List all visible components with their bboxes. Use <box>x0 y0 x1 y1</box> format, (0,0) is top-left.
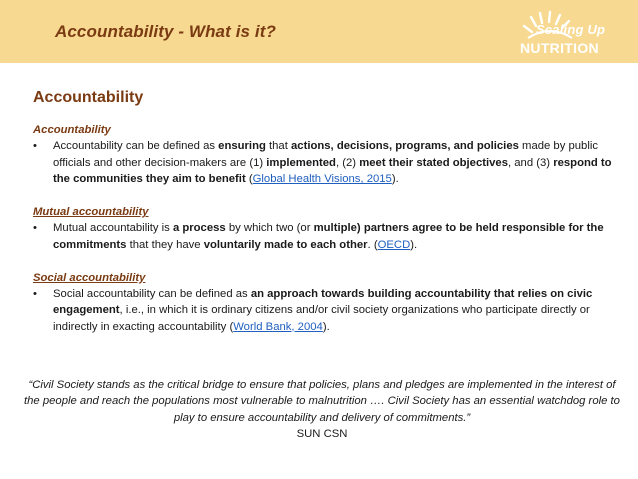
definition-bullet <box>33 286 625 335</box>
logo-text-scaling-up: Scaling Up <box>536 22 606 37</box>
body-text: ). <box>322 320 330 333</box>
logo-text-nutrition: NUTRITION <box>520 40 599 56</box>
emphasis-text: voluntarily made to each other <box>203 238 368 251</box>
header-band <box>0 0 638 63</box>
quote-text: “Civil Society stands as the critical bridge to ensure that policies, plans and pledges are implemented in the interest of the people and reach the populations most vulnerable to malnutrition …. Civil Society has an essential watchdog role to play to ensure accountability and delivery of commitments.” <box>24 379 620 424</box>
definition-heading: Social accountability <box>33 271 146 284</box>
scaling-up-nutrition-logo <box>510 4 632 60</box>
body-text: ). <box>391 173 399 186</box>
emphasis-text: meet their stated objectives <box>359 156 508 169</box>
citation-link[interactable]: OECD <box>377 238 411 251</box>
body-text: by which two (or <box>225 222 314 235</box>
body-text: , (2) <box>335 156 360 169</box>
definition-bullet <box>33 138 625 187</box>
emphasis-text: multiple) partners agree to be held responsible for the commitments <box>53 222 604 251</box>
section-title: Accountability <box>33 89 144 106</box>
definition-bullet <box>33 220 625 253</box>
bullet-icon: • <box>33 222 37 235</box>
emphasis-text: actions, decisions, programs, and policies <box>291 140 519 153</box>
body-text: that <box>265 140 291 153</box>
quote-block <box>22 377 622 443</box>
body-text: Social accountability can be defined as <box>53 288 251 301</box>
body-text: ( <box>245 173 253 186</box>
definition-heading: Mutual accountability <box>33 206 149 219</box>
quote-source: SUN CSN <box>296 428 348 441</box>
section-gap <box>33 188 625 204</box>
body-text: made by public officials and other decision-makers are (1) <box>53 140 599 169</box>
emphasis-text: a process <box>172 222 226 235</box>
section-gap <box>33 253 625 269</box>
body-text: ). <box>410 238 418 251</box>
bullet-icon: • <box>33 288 37 301</box>
slide-title: Accountability - What is it? <box>55 22 276 41</box>
definitions-body <box>33 122 625 335</box>
body-text: Mutual accountability is <box>53 222 173 235</box>
body-text: . ( <box>367 238 378 251</box>
emphasis-text: implemented <box>266 156 336 169</box>
body-text: , and (3) <box>508 156 554 169</box>
body-text: Accountability can be defined as <box>53 140 219 153</box>
body-text: , i.e., in which it is ordinary citizens and/or civil society organizations who participate directly or indirectly in exacting accountability ( <box>53 304 590 333</box>
emphasis-text: ensuring <box>218 140 266 153</box>
emphasis-text: respond to the communities they aim to benefit <box>53 156 612 186</box>
body-text: that they have <box>126 238 204 251</box>
emphasis-text: an approach towards building accountability that relies on civic engagement <box>53 288 593 317</box>
definition-heading: Accountability <box>33 124 111 136</box>
citation-link[interactable]: Global Health Visions, 2015 <box>252 173 392 186</box>
citation-link[interactable]: World Bank, 2004 <box>233 320 323 333</box>
bullet-icon: • <box>33 140 37 153</box>
